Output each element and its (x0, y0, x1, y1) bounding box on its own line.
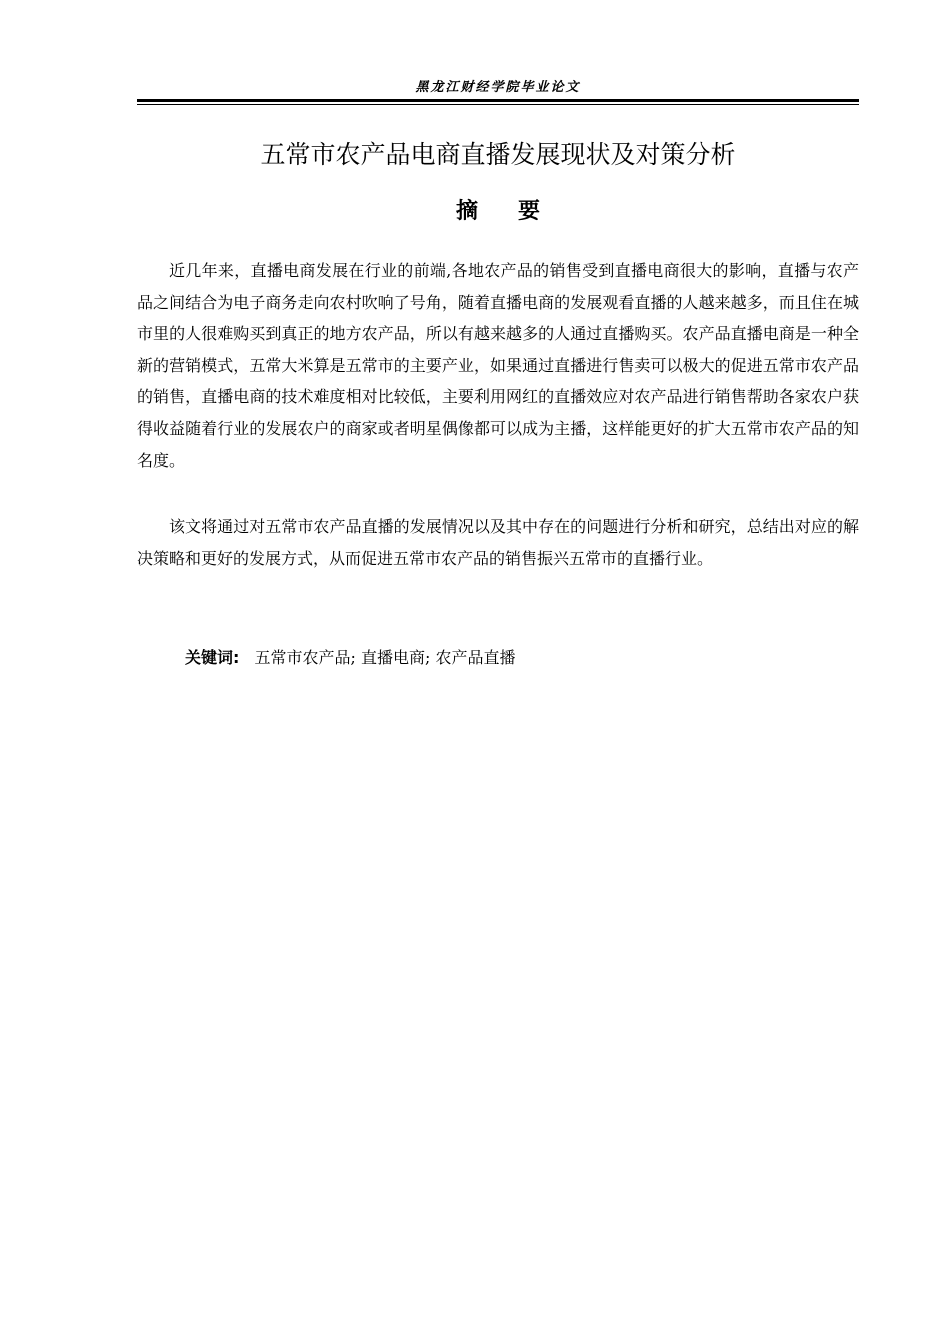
keywords-value: 五常市农产品; 直播电商; 农产品直播 (254, 648, 516, 667)
abstract-paragraph-1: 近几年来，直播电商发展在行业的前端,各地农产品的销售受到直播电商很大的影响，直播与农产品之间结合为电子商务走向农村吹响了号角，随着直播电商的发展观看直播的人越来越多，而且住在城市里的人很难购买到真正的地方农产品，所以有越来越多的人通过直播购买。农产品直播电商是一种全新的营销模式，五常大米算是五常市的主要产业，如果通过直播进行售卖可以极大的促进五常市农产品的销售，直播电商的技术难度相对比较低，主要利用网红的直播效应对农产品进行销售帮助各家农户获得收益随着行业的发展农户的商家或者明星偶像都可以成为主播，这样能更好的扩大五常市农产品的知名度。 (137, 261, 859, 470)
keywords-label: 关键词: (185, 648, 240, 667)
running-header: 黑龙江财经学院毕业论文 (415, 80, 581, 95)
document-title: 五常市农产品电商直播发展现状及对策分析 (260, 140, 736, 169)
abstract-heading: 摘要 (455, 199, 580, 224)
header-rule-thin (137, 104, 859, 105)
header-rule-thick (137, 99, 859, 102)
keywords-line (185, 644, 515, 672)
abstract-paragraph-2: 该文将通过对五常市农产品直播的发展情况以及其中存在的问题进行分析和研究，总结出对应的解决策略和更好的发展方式，从而促进五常市农产品的销售振兴五常市的直播行业。 (137, 517, 859, 568)
